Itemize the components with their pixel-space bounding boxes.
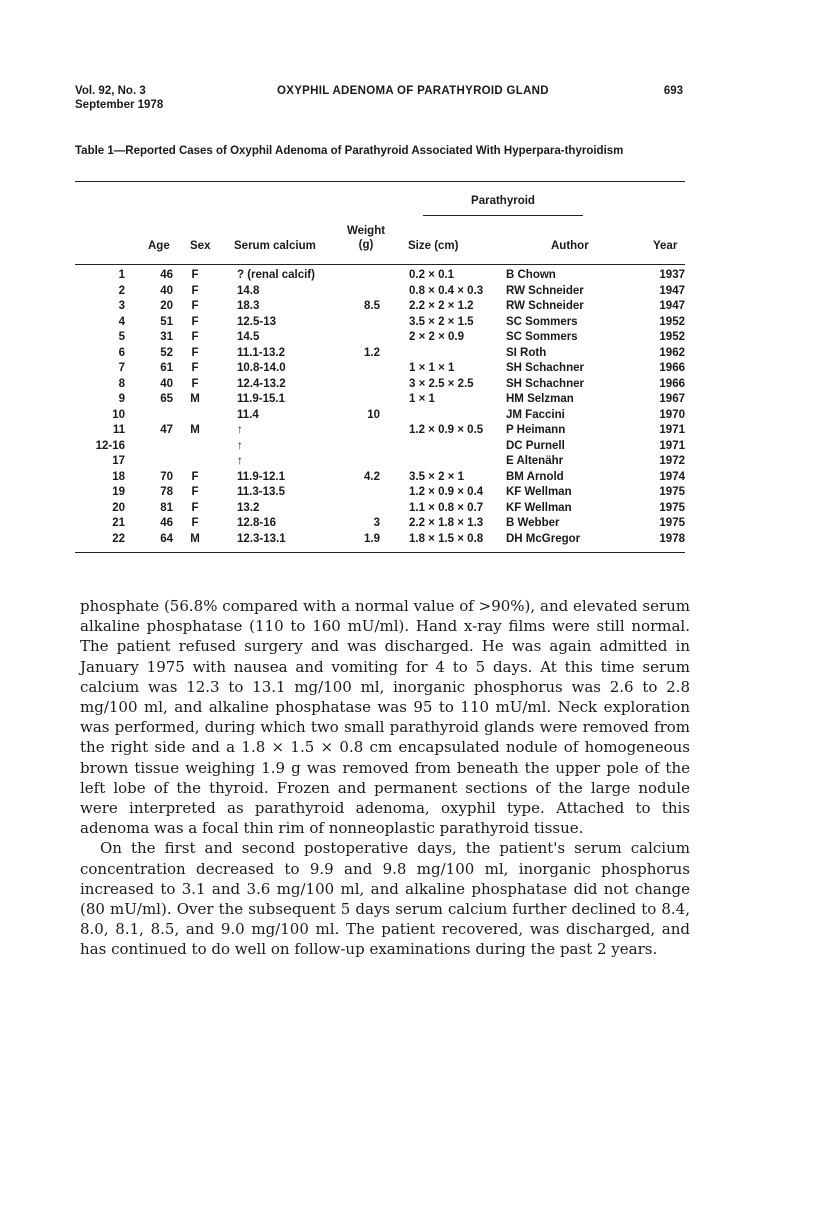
running-header bbox=[75, 84, 683, 118]
case-number: 1 bbox=[118, 269, 125, 281]
table-row bbox=[75, 516, 685, 532]
author-cell: BM Arnold bbox=[506, 470, 564, 483]
serum-calcium-cell: ↑ bbox=[237, 439, 243, 452]
parathyroid-group-header: Parathyroid bbox=[471, 195, 535, 207]
age-cell: 46 bbox=[160, 269, 173, 281]
page-number: 693 bbox=[663, 85, 683, 97]
age-cell: 81 bbox=[160, 501, 173, 514]
table-row bbox=[75, 439, 685, 455]
author-cell: B Webber bbox=[506, 517, 560, 529]
age-cell: 47 bbox=[160, 424, 173, 436]
year-cell: 1978 bbox=[659, 532, 685, 545]
table-row bbox=[75, 392, 685, 408]
weight-cell bbox=[330, 330, 380, 346]
sex-cell: F bbox=[191, 517, 199, 529]
age-cell: 40 bbox=[160, 377, 173, 390]
weight-cell bbox=[330, 361, 380, 377]
age-cell: 70 bbox=[160, 470, 173, 483]
sex-cell: F bbox=[191, 377, 199, 390]
size-cell: 3 × 2.5 × 2.5 bbox=[409, 377, 474, 390]
serum-calcium-cell: ↑ bbox=[237, 455, 243, 467]
author-cell: DC Purnell bbox=[506, 439, 565, 452]
case-number: 5 bbox=[118, 331, 125, 343]
sex-cell bbox=[173, 439, 217, 455]
year-cell: 1937 bbox=[659, 269, 685, 281]
parathyroid-group-rule bbox=[423, 215, 583, 216]
serum-calcium-cell: 14.5 bbox=[237, 331, 260, 343]
size-cell bbox=[380, 346, 506, 362]
col-header-weight-unit: (g) bbox=[358, 239, 374, 251]
age-cell: 52 bbox=[160, 346, 173, 359]
sex-cell bbox=[173, 408, 217, 424]
case-number: 7 bbox=[118, 362, 125, 374]
case-number: 9 bbox=[118, 393, 125, 405]
weight-cell bbox=[330, 392, 380, 408]
case-number: 18 bbox=[112, 470, 125, 483]
size-cell: 1.1 × 0.8 × 0.7 bbox=[409, 501, 484, 514]
serum-calcium-cell: 12.4-13.2 bbox=[237, 377, 286, 390]
year-cell: 1971 bbox=[659, 424, 685, 436]
year-cell: 1952 bbox=[659, 331, 685, 343]
age-cell: 78 bbox=[160, 486, 173, 498]
table-bottom-rule bbox=[75, 552, 685, 553]
body-paragraph: On the first and second postoperative days, the patient's serum calcium concentration decreased to 9.9 and 9.8 mg/100 ml, inorganic phosphorus increased to 3.1 and 3.6 mg/100 ml, and alkaline phosphatase did not change (80 mU/ml). Over the subsequent 5 days serum calcium further declined to 8.4, 8.0, 8.1, 8.5, and 9.0 mg/100 ml. The patient recovered, was discharged, and has continued to do well on follow-up examinations during the past 2 years. bbox=[80, 839, 690, 959]
year-cell: 1974 bbox=[659, 470, 685, 483]
table-row bbox=[75, 330, 685, 346]
sex-cell: F bbox=[191, 470, 199, 483]
weight-cell bbox=[330, 377, 380, 393]
size-cell: 1.2 × 0.9 × 0.5 bbox=[409, 424, 484, 436]
running-title: OXYPHIL ADENOMA OF PARATHYROID GLAND bbox=[277, 85, 549, 97]
weight-cell bbox=[330, 423, 380, 439]
size-cell: 2.2 × 1.8 × 1.3 bbox=[409, 517, 484, 529]
col-header-year: Year bbox=[653, 240, 678, 252]
size-cell: 1 × 1 bbox=[409, 393, 435, 405]
size-cell: 3.5 × 2 × 1.5 bbox=[409, 315, 474, 328]
case-number: 20 bbox=[112, 501, 125, 514]
table-row bbox=[75, 268, 685, 284]
size-cell bbox=[380, 408, 506, 424]
sex-cell: M bbox=[190, 393, 200, 405]
journal-issue bbox=[75, 84, 163, 112]
size-cell: 0.2 × 0.1 bbox=[409, 269, 455, 281]
sex-cell: M bbox=[190, 424, 200, 436]
author-cell: SH Schachner bbox=[506, 377, 584, 390]
year-cell: 1971 bbox=[659, 439, 685, 452]
issue-date: September 1978 bbox=[75, 99, 164, 111]
sex-cell: F bbox=[191, 300, 199, 312]
age-cell bbox=[125, 454, 173, 470]
case-number: 21 bbox=[112, 517, 125, 529]
author-cell: HM Selzman bbox=[506, 393, 574, 405]
year-cell: 1962 bbox=[659, 346, 685, 359]
author-cell: SI Roth bbox=[506, 346, 547, 359]
weight-cell bbox=[330, 268, 380, 284]
serum-calcium-cell: 11.3-13.5 bbox=[237, 486, 285, 498]
serum-calcium-cell: 12.8-16 bbox=[237, 517, 277, 529]
serum-calcium-cell: 11.9-15.1 bbox=[237, 393, 285, 405]
serum-calcium-cell: 11.4 bbox=[237, 408, 259, 421]
year-cell: 1975 bbox=[659, 517, 685, 529]
age-cell: 64 bbox=[160, 532, 173, 545]
sex-cell bbox=[173, 454, 217, 470]
age-cell: 61 bbox=[160, 362, 173, 374]
author-cell: JM Faccini bbox=[506, 408, 565, 421]
year-cell: 1972 bbox=[659, 455, 685, 467]
table-row bbox=[75, 346, 685, 362]
sex-cell: F bbox=[191, 501, 199, 514]
table-row bbox=[75, 284, 685, 300]
sex-cell: F bbox=[191, 269, 199, 281]
table-row bbox=[75, 532, 685, 548]
serum-calcium-cell: 11.9-12.1 bbox=[237, 470, 285, 483]
col-header-age: Age bbox=[148, 240, 170, 252]
author-cell: B Chown bbox=[506, 269, 556, 281]
weight-cell bbox=[330, 454, 380, 470]
sex-cell: F bbox=[191, 486, 199, 498]
size-cell: 0.8 × 0.4 × 0.3 bbox=[409, 284, 484, 297]
table-row bbox=[75, 485, 685, 501]
col-header-size: Size (cm) bbox=[408, 240, 459, 252]
weight-cell: 10 bbox=[367, 408, 380, 421]
author-cell: RW Schneider bbox=[506, 284, 584, 297]
year-cell: 1966 bbox=[659, 362, 685, 374]
weight-cell bbox=[330, 485, 380, 501]
case-number: 17 bbox=[112, 455, 125, 467]
case-number: 2 bbox=[118, 284, 125, 297]
age-cell: 31 bbox=[160, 331, 173, 343]
weight-cell: 3 bbox=[373, 517, 380, 529]
serum-calcium-cell: 12.5-13 bbox=[237, 315, 277, 328]
case-number: 3 bbox=[118, 300, 125, 312]
weight-cell: 1.2 bbox=[364, 346, 380, 359]
author-cell: E Altenähr bbox=[506, 455, 564, 467]
sex-cell: M bbox=[190, 532, 200, 545]
year-cell: 1966 bbox=[659, 377, 685, 390]
size-cell: 3.5 × 2 × 1 bbox=[409, 470, 464, 483]
case-number: 22 bbox=[112, 532, 125, 545]
col-header-serum-calcium: Serum calcium bbox=[234, 240, 316, 252]
table-row bbox=[75, 299, 685, 315]
author-cell: KF Wellman bbox=[506, 501, 572, 514]
col-header-sex: Sex bbox=[190, 240, 211, 252]
author-cell: SH Schachner bbox=[506, 362, 584, 374]
serum-calcium-cell: ↑ bbox=[237, 424, 243, 436]
table-row bbox=[75, 454, 685, 470]
table-row bbox=[75, 408, 685, 424]
table-body bbox=[75, 268, 685, 547]
case-number: 11 bbox=[112, 424, 125, 436]
article-body bbox=[80, 596, 690, 960]
weight-cell: 4.2 bbox=[364, 470, 380, 483]
size-cell: 2 × 2 × 0.9 bbox=[409, 331, 464, 343]
author-cell: DH McGregor bbox=[506, 532, 581, 545]
serum-calcium-cell: 14.8 bbox=[237, 284, 260, 297]
case-number: 4 bbox=[118, 315, 125, 328]
year-cell: 1947 bbox=[659, 284, 685, 297]
serum-calcium-cell: 18.3 bbox=[237, 300, 260, 312]
serum-calcium-cell: ? (renal calcif) bbox=[237, 269, 315, 281]
sex-cell: F bbox=[191, 362, 199, 374]
table-row bbox=[75, 470, 685, 486]
table-row bbox=[75, 501, 685, 517]
table-row bbox=[75, 377, 685, 393]
case-number: 12-16 bbox=[95, 439, 125, 452]
size-cell bbox=[380, 439, 506, 455]
author-cell: KF Wellman bbox=[506, 486, 572, 498]
col-header-weight-label: Weight bbox=[346, 225, 386, 237]
weight-cell bbox=[330, 315, 380, 331]
year-cell: 1975 bbox=[659, 486, 685, 498]
case-number: 10 bbox=[112, 408, 125, 421]
case-number: 8 bbox=[118, 377, 125, 390]
year-cell: 1970 bbox=[659, 408, 685, 421]
sex-cell: F bbox=[191, 346, 199, 359]
sex-cell: F bbox=[191, 331, 199, 343]
weight-cell bbox=[330, 284, 380, 300]
size-cell: 1 × 1 × 1 bbox=[409, 362, 455, 374]
body-paragraph: phosphate (56.8% compared with a normal value of >90%), and elevated serum alkaline phosphatase (110 to 160 mU/ml). Hand x-ray films were still normal. The patient refused surgery and was discharged. He was again admitted in January 1975 with nausea and vomiting for 4 to 5 days. At this time serum calcium was 12.3 to 13.1 mg/100 ml, inorganic phosphorus was 2.6 to 2.8 mg/100 ml, and alkaline phosphatase was 95 to 110 mU/ml. Neck exploration was performed, during which two small parathyroid glands were removed from the right side and a 1.8 × 1.5 × 0.8 cm encapsulated nodule of homogeneous brown tissue weighing 1.9 g was removed from beneath the upper pole of the left lobe of the thyroid. Frozen and permanent sections of the large nodule were interpreted as parathyroid adenoma, oxyphil type. Attached to this adenoma was a focal thin rim of nonneoplastic parathyroid tissue. bbox=[80, 597, 690, 838]
size-cell bbox=[380, 454, 506, 470]
serum-calcium-cell: 13.2 bbox=[237, 501, 260, 514]
year-cell: 1947 bbox=[659, 300, 685, 312]
volume-number: Vol. 92, No. 3 bbox=[75, 85, 146, 97]
size-cell: 1.2 × 0.9 × 0.4 bbox=[409, 486, 484, 498]
table-caption: Table 1—Reported Cases of Oxyphil Adenoma of Parathyroid Associated With Hyperpara-thyroidism bbox=[75, 145, 624, 157]
sex-cell: F bbox=[191, 284, 199, 297]
age-cell bbox=[125, 408, 173, 424]
table-top-rule bbox=[75, 181, 685, 182]
age-cell: 20 bbox=[160, 300, 173, 312]
serum-calcium-cell: 11.1-13.2 bbox=[237, 346, 285, 359]
weight-cell bbox=[330, 501, 380, 517]
header-bottom-rule bbox=[75, 264, 685, 265]
case-number: 19 bbox=[112, 486, 125, 498]
sex-cell: F bbox=[191, 315, 199, 328]
size-cell: 2.2 × 2 × 1.2 bbox=[409, 300, 474, 312]
case-number: 6 bbox=[118, 346, 125, 359]
col-header-author: Author bbox=[551, 240, 589, 252]
table-row bbox=[75, 423, 685, 439]
author-cell: SC Sommers bbox=[506, 331, 578, 343]
age-cell bbox=[125, 439, 173, 455]
year-cell: 1975 bbox=[659, 501, 685, 514]
size-cell: 1.8 × 1.5 × 0.8 bbox=[409, 532, 484, 545]
age-cell: 51 bbox=[160, 315, 173, 328]
author-cell: P Heimann bbox=[506, 424, 566, 436]
col-header-weight bbox=[343, 224, 389, 252]
author-cell: SC Sommers bbox=[506, 315, 578, 328]
weight-cell: 8.5 bbox=[364, 300, 380, 312]
author-cell: RW Schneider bbox=[506, 300, 584, 312]
table-row bbox=[75, 361, 685, 377]
year-cell: 1967 bbox=[659, 393, 685, 405]
table-row bbox=[75, 315, 685, 331]
weight-cell: 1.9 bbox=[364, 532, 380, 545]
age-cell: 65 bbox=[160, 393, 173, 405]
serum-calcium-cell: 12.3-13.1 bbox=[237, 532, 286, 545]
age-cell: 46 bbox=[160, 517, 173, 529]
year-cell: 1952 bbox=[659, 315, 685, 328]
serum-calcium-cell: 10.8-14.0 bbox=[237, 362, 286, 374]
age-cell: 40 bbox=[160, 284, 173, 297]
weight-cell bbox=[330, 439, 380, 455]
